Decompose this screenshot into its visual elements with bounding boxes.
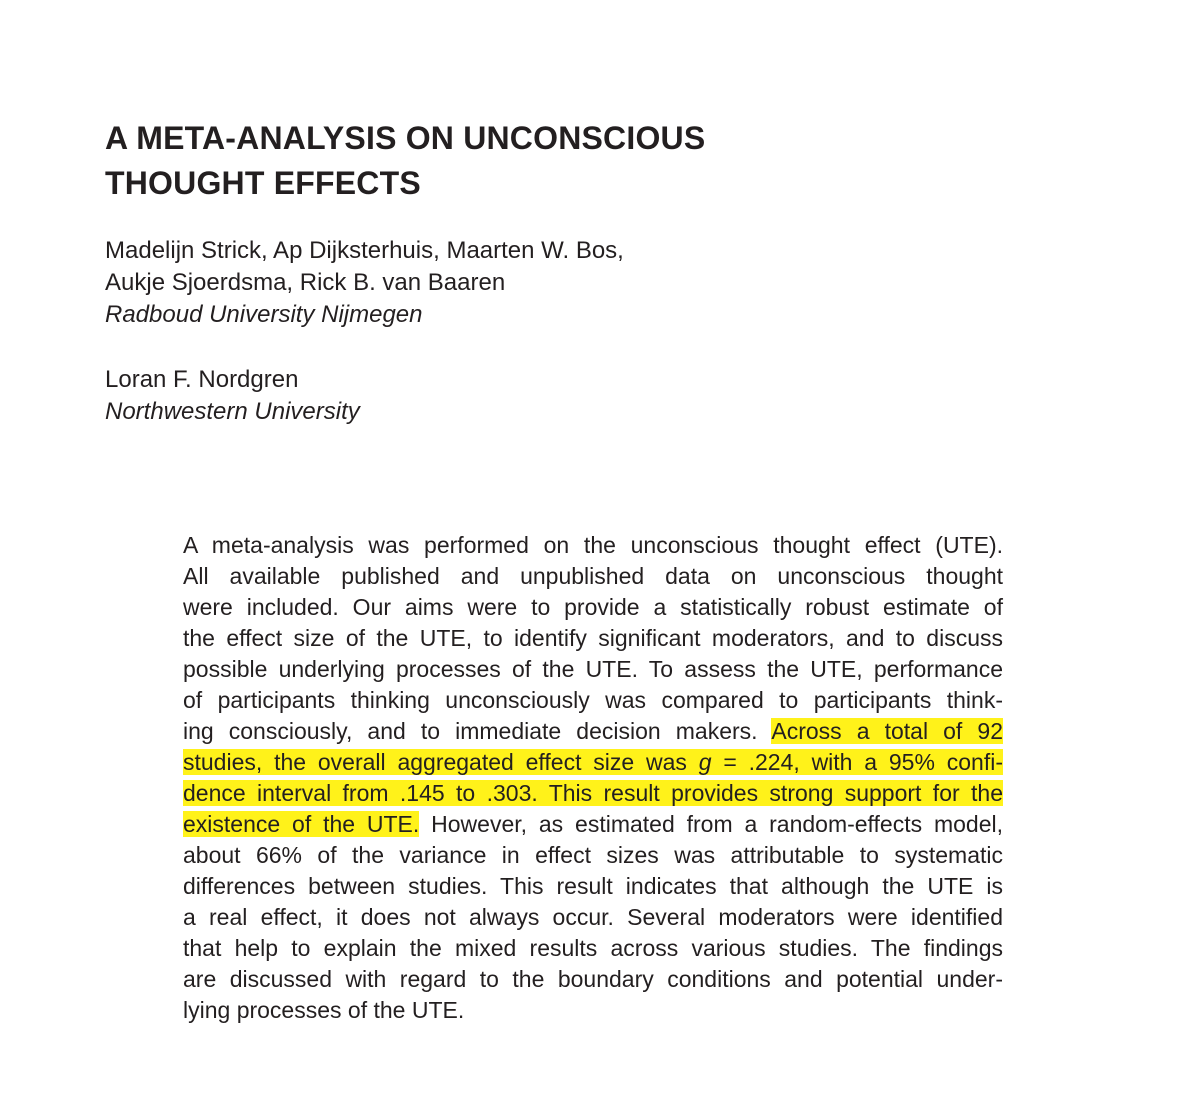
abstract-line: are discussed with regard to the boundary conditions and potential under-: [183, 966, 1003, 992]
abstract-line: of participants thinking unconsciously was compared to participants think-: [183, 687, 1003, 713]
abstract-text: However, as estimated from a random-effects model,: [419, 811, 1003, 837]
author-name-2: Loran F. Nordgren: [105, 366, 299, 393]
abstract-line: were included. Our aims were to provide a statistically robust estimate of: [183, 594, 1003, 620]
author-block-1: [105, 235, 624, 331]
abstract-line: All available published and unpublished data on unconscious thought: [183, 563, 1003, 589]
author-block-2: [105, 364, 360, 428]
paper-title: [105, 116, 1005, 206]
abstract-text: studies, the overall aggregated effect size was: [183, 749, 699, 775]
highlighted-text: dence interval from .145 to .303. This result provides strong support for the: [183, 780, 1003, 806]
abstract-text: ing consciously, and to immediate decision makers.: [183, 718, 772, 744]
author-names-line-2: Aukje Sjoerdsma, Rick B. van Baaren: [105, 269, 506, 296]
author-affiliation-2: Northwestern University: [105, 398, 360, 425]
abstract-line: differences between studies. This result indicates that although the UTE is: [183, 873, 1003, 899]
highlighted-text: [183, 749, 1003, 775]
abstract-text: = .224, with a 95% confi-: [711, 749, 1003, 775]
abstract: [183, 530, 1003, 1026]
author-names-line-1: Madelijn Strick, Ap Dijksterhuis, Maarten W. Bos,: [105, 237, 624, 264]
abstract-line: [183, 778, 1003, 809]
title-line-2: THOUGHT EFFECTS: [105, 165, 421, 201]
abstract-line: [183, 747, 1003, 778]
effect-size-symbol: g: [698, 749, 712, 775]
abstract-line: [183, 716, 1003, 747]
title-line-1: A META-ANALYSIS ON UNCONSCIOUS: [105, 120, 706, 156]
abstract-line: [183, 809, 1003, 840]
abstract-line: possible underlying processes of the UTE. To assess the UTE, performance: [183, 656, 1003, 682]
abstract-line: A meta-analysis was performed on the unconscious thought effect (UTE).: [183, 532, 1003, 558]
abstract-line: about 66% of the variance in effect sizes was attributable to systematic: [183, 842, 1003, 868]
author-affiliation-1: Radboud University Nijmegen: [105, 301, 423, 328]
abstract-line: that help to explain the mixed results across various studies. The findings: [183, 935, 1003, 961]
abstract-line: lying processes of the UTE.: [183, 997, 465, 1023]
abstract-line: a real effect, it does not always occur. Several moderators were identified: [183, 904, 1003, 930]
highlighted-text: existence of the UTE.: [183, 811, 420, 837]
highlighted-text: Across a total of 92: [771, 718, 1003, 744]
abstract-line: the effect size of the UTE, to identify significant moderators, and to discuss: [183, 625, 1003, 651]
